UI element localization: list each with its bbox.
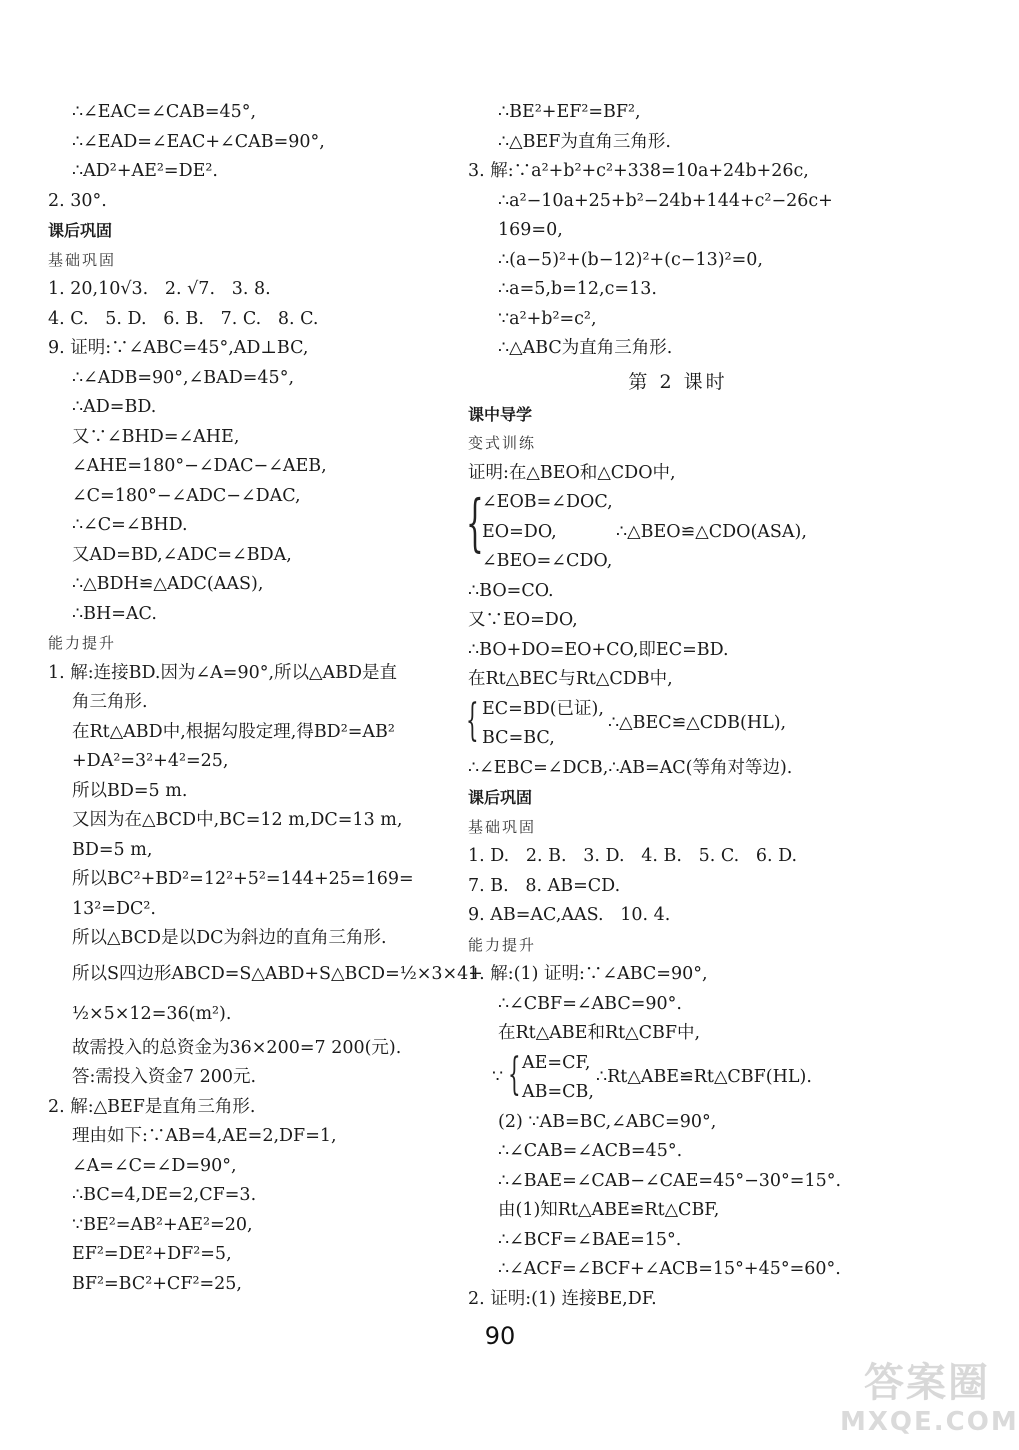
equation-system <box>468 488 888 577</box>
text-line: +DA²=3²+4²=25, <box>72 751 229 771</box>
equation-system <box>468 695 888 754</box>
text-line: 故需投入的总资金为36×200=7 200(元). <box>72 1037 402 1058</box>
system-line: ∠BEO=∠CDO, <box>482 551 613 571</box>
text-line: 7. B. 8. AB=CD. <box>468 875 621 896</box>
text-line: BF²=BC²+CF²=25, <box>72 1273 242 1294</box>
text-line: ∴a=5,b=12,c=13. <box>498 279 657 299</box>
text-line: 9. 证明:∵∠ABC=45°,AD⊥BC, <box>48 338 309 358</box>
text-line: 证明:在△BEO和△CDO中, <box>468 462 676 483</box>
text-line: 9. AB=AC,AAS. 10. 4. <box>468 905 671 925</box>
text-line: ∴∠CAB=∠ACB=45°. <box>498 1141 683 1161</box>
left-brace: { <box>466 486 484 559</box>
lesson-title: 第 2 课时 <box>628 370 728 393</box>
text-line: ∴BO=CO. <box>468 580 554 601</box>
text-line: ∴△BDH≌△ADC(AAS), <box>72 574 264 594</box>
text-line: ∠C=180°−∠ADC−∠DAC, <box>72 485 301 506</box>
text-line: ∴(a−5)²+(b−12)²+(c−13)²=0, <box>498 249 763 270</box>
text-line: 2. 解:△BEF是直角三角形. <box>48 1096 256 1117</box>
text-line: 1. D. 2. B. 3. D. 4. B. 5. C. 6. D. <box>468 846 798 866</box>
formula-line: 所以S四边形ABCD=S△ABD+S△BCD=½×3×4+ <box>72 963 483 984</box>
text-line: 又∵∠BHD=∠AHE, <box>72 426 240 447</box>
text-line: 1. 解:(1) 证明:∵∠ABC=90°, <box>468 964 708 984</box>
watermark-logo <box>840 1359 1019 1444</box>
text-line: 又∵EO=DO, <box>468 610 578 630</box>
text-line: ∴AD=BD. <box>72 397 157 417</box>
text-line: ∴∠C=∠BHD. <box>72 515 188 535</box>
left-brace: { <box>466 694 479 746</box>
text-line: 所以BC²+BD²=12²+5²=144+25=169= <box>72 869 414 889</box>
system-line: EO=DO, <box>482 521 557 542</box>
text-line: ∴∠EAC=∠CAB=45°, <box>72 102 257 122</box>
text-line: EF²=DE²+DF²=5, <box>72 1244 232 1264</box>
left-brace: { <box>508 1048 521 1100</box>
text-line: 1. 20,10√3. 2. √7. 3. 8. <box>48 279 271 299</box>
section-heading: 课后巩固 <box>468 788 533 807</box>
text-line: ∠A=∠C=∠D=90°, <box>72 1155 237 1176</box>
subsection-heading: 能力提升 <box>48 634 117 652</box>
text-line: 1. 解:连接BD.因为∠A=90°,所以△ABD是直 <box>48 662 398 683</box>
text-line: ∴a²−10a+25+b²−24b+144+c²−26c+ <box>498 190 833 211</box>
left-column <box>48 98 488 1299</box>
system-conclusion: ∴Rt△ABE≌Rt△CBF(HL). <box>596 1066 812 1087</box>
text-line: 169=0, <box>498 220 563 240</box>
text-line: 13²=DC². <box>72 898 156 919</box>
right-column <box>468 98 888 1314</box>
text-line: 又AD=BD,∠ADC=∠BDA, <box>72 544 292 565</box>
section-heading: 课后巩固 <box>48 221 113 240</box>
system-line: AE=CF, <box>522 1052 591 1073</box>
text-line: 理由如下:∵AB=4,AE=2,DF=1, <box>72 1126 337 1146</box>
text-line: 答:需投入资金7 200元. <box>72 1067 257 1087</box>
subsection-heading: 基础巩固 <box>48 250 117 269</box>
system-line: BC=BC, <box>482 728 555 748</box>
text-line: ∵BE²=AB²+AE²=20, <box>72 1214 253 1235</box>
section-heading: 课中导学 <box>468 404 533 424</box>
watermark-text: 答案圈 <box>864 1360 990 1406</box>
system-line: EC=BD(已证), <box>482 698 604 719</box>
system-line: ∠EOB=∠DOC, <box>482 492 613 512</box>
subsection-heading: 变式训练 <box>468 434 537 452</box>
text-line: ∴BO+DO=EO+CO,即EC=BD. <box>468 639 729 660</box>
text-line: 4. C. 5. D. 6. B. 7. C. 8. C. <box>48 308 319 329</box>
subsection-heading: 基础巩固 <box>468 817 537 836</box>
text-line: ∴∠CBF=∠ABC=90°. <box>498 993 682 1014</box>
system-conclusion: ∴△BEC≌△CDB(HL), <box>608 712 787 733</box>
text-line: 2. 30°. <box>48 190 107 211</box>
text-line: 角三角形. <box>72 692 148 712</box>
text-line: 在Rt△ABE和Rt△CBF中, <box>498 1023 701 1043</box>
text-line: 2. 证明:(1) 连接BE,DF. <box>468 1288 657 1309</box>
text-line: 3. 解:∵a²+b²+c²+338=10a+24b+26c, <box>468 161 809 181</box>
text-line: ∴∠ACF=∠BCF+∠ACB=15°+45°=60°. <box>498 1259 841 1279</box>
text-line: ∴AD²+AE²=DE². <box>72 161 218 181</box>
text-line: ∴∠EAD=∠EAC+∠CAB=90°, <box>72 131 325 152</box>
text-line: 所以BD=5 m. <box>72 780 188 801</box>
text-line: ∵a²+b²=c², <box>498 308 597 329</box>
text-line: 又因为在△BCD中,BC=12 m,DC=13 m, <box>72 810 403 830</box>
system-conclusion: ∴△BEO≌△CDO(ASA), <box>616 521 807 542</box>
text-line: ∴BE²+EF²=BF², <box>498 102 641 122</box>
formula-line: ½×5×12=36(m²). <box>72 1003 232 1024</box>
text-line: ∴△BEF为直角三角形. <box>498 131 671 152</box>
text-line: ∠AHE=180°−∠DAC−∠AEB, <box>72 456 327 476</box>
text-line: 由(1)知Rt△ABE≌Rt△CBF, <box>498 1200 720 1220</box>
text-line: 所以△BCD是以DC为斜边的直角三角形. <box>72 928 387 948</box>
system-prefix: ∵ <box>492 1066 504 1087</box>
text-line: ∴BH=AC. <box>72 603 157 624</box>
subsection-heading: 能力提升 <box>468 935 537 954</box>
text-line: ∴∠BAE=∠CAB−∠CAE=45°−30°=15°. <box>498 1170 842 1191</box>
text-line: ∴∠EBC=∠DCB,∴AB=AC(等角对等边). <box>468 757 793 778</box>
text-line: ∴BC=4,DE=2,CF=3. <box>72 1185 257 1205</box>
system-line: AB=CB, <box>522 1082 594 1102</box>
page-number: 90 <box>484 1322 516 1350</box>
text-line: BD=5 m, <box>72 839 153 860</box>
equation-system <box>492 1049 888 1108</box>
watermark-url: MXQE.COM <box>840 1407 1019 1437</box>
text-line: ∴∠BCF=∠BAE=15°. <box>498 1229 682 1250</box>
text-line: (2) ∵AB=BC,∠ABC=90°, <box>498 1111 717 1132</box>
text-line: 在Rt△ABD中,根据勾股定理,得BD²=AB² <box>72 721 395 742</box>
text-line: ∴∠ADB=90°,∠BAD=45°, <box>72 367 295 388</box>
text-line: ∴△ABC为直角三角形. <box>498 338 673 358</box>
text-line: 在Rt△BEC与Rt△CDB中, <box>468 669 673 689</box>
